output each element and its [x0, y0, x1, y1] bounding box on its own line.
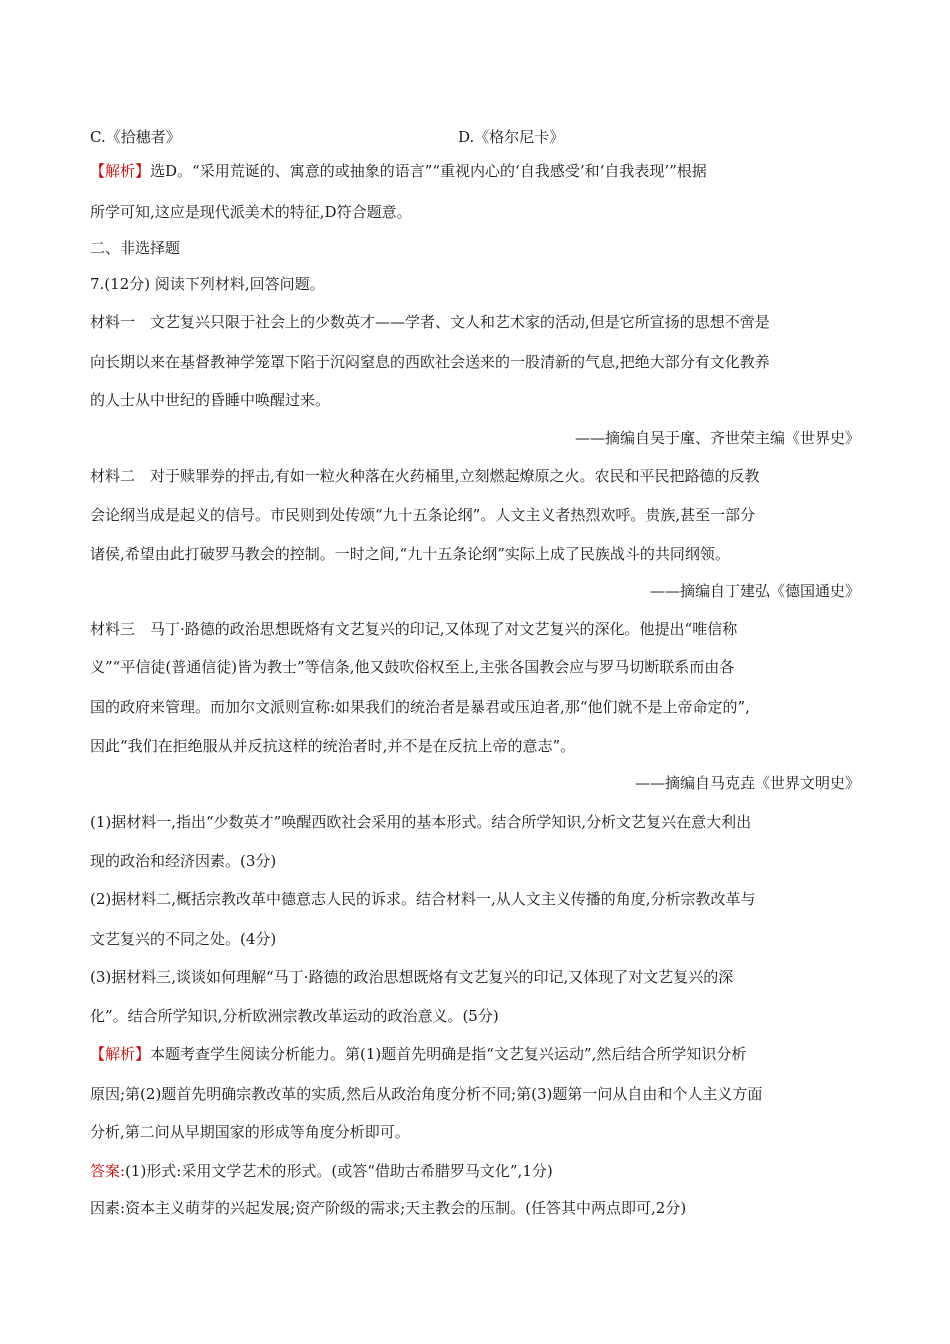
analysis-2-line-3: 分析,第二问从早期国家的形成等角度分析即可。 — [90, 1123, 410, 1141]
analysis-2-line-1: 【解析】本题考查学生阅读分析能力。第(1)题首先明确是指“文艺复兴运动”,然后结合所学知识分析 — [90, 1045, 747, 1063]
option-c: C.《拾穗者》 — [90, 128, 181, 146]
material-1-line-2: 向长期以来在基督教神学笼罩下陷于沉闷窒息的西欧社会送来的一股清新的气息,把绝大部分有文化教养 — [90, 353, 770, 371]
analysis-1-line-1: 【解析】选D。“采用荒诞的、寓意的或抽象的语言”“重视内心的‘自我感受’和‘自我表现’”根据 — [90, 162, 707, 180]
question-2-line-1: (2)据材料二,概括宗教改革中德意志人民的诉求。结合材料一,从人文主义传播的角度,分析宗教改革与 — [90, 890, 756, 908]
analysis-tag: 【解析】 — [90, 162, 151, 180]
analysis-1-line-2: 所学可知,这应是现代派美术的特征,D符合题意。 — [90, 203, 412, 221]
material-3-source: ——摘编自马克垚《世界文明史》 — [634, 774, 860, 792]
material-3-line-4: 因此“我们在拒绝服从并反抗这样的统治者时,并不是在反抗上帝的意志”。 — [90, 737, 576, 755]
answer-line-1: 答案:(1)形式:采用文学艺术的形式。(或答“借助古希腊罗马文化”,1分) — [90, 1162, 553, 1180]
question-1-line-2: 现的政治和经济因素。(3分) — [90, 852, 277, 870]
material-3-line-2: 义”“平信徒(普通信徒)皆为教士”等信条,他又鼓吹俗权至上,主张各国教会应与罗马切断联系而由各 — [90, 658, 735, 676]
question-intro: 7.(12分) 阅读下列材料,回答问题。 — [90, 275, 325, 293]
material-1-line-3: 的人士从中世纪的昏睡中唤醒过来。 — [90, 391, 331, 409]
material-1-line-1: 材料一 文艺复兴只限于社会上的少数英才——学者、文人和艺术家的活动,但是它所宣扬的思想不啻是 — [90, 313, 770, 331]
option-d: D.《格尔尼卡》 — [458, 128, 565, 146]
material-1-source: ——摘编自吴于廑、齐世荣主编《世界史》 — [574, 429, 860, 447]
material-3-line-1: 材料三 马丁·路德的政治思想既烙有文艺复兴的印记,又体现了对文艺复兴的深化。他提出“唯信称 — [90, 620, 738, 638]
material-2-line-3: 诸侯,希望由此打破罗马教会的控制。一时之间,“九十五条论纲”实际上成了民族战斗的共同纲领。 — [90, 545, 730, 563]
section-heading: 二、非选择题 — [90, 239, 181, 257]
analysis-2-line-2: 原因;第(2)题首先明确宗教改革的实质,然后从政治角度分析不同;第(3)题第一问从自由和个人主义方面 — [90, 1085, 763, 1103]
answer-line-2: 因素:资本主义萌芽的兴起发展;资产阶级的需求;天主教会的压制。(任答其中两点即可,2分) — [90, 1199, 687, 1217]
material-2-line-1: 材料二 对于赎罪券的抨击,有如一粒火种落在火药桶里,立刻燃起燎原之火。农民和平民把路德的反教 — [90, 467, 760, 485]
material-2-source: ——摘编自丁建弘《德国通史》 — [649, 582, 860, 600]
question-3-line-2: 化”。结合所学知识,分析欧洲宗教改革运动的政治意义。(5分) — [90, 1007, 499, 1025]
material-3-line-3: 国的政府来管理。而加尔文派则宣称:如果我们的统治者是暴君或压迫者,那“他们就不是上帝命定的”, — [90, 698, 750, 716]
question-3-line-1: (3)据材料三,谈谈如何理解“马丁·路德的政治思想既烙有文艺复兴的印记,又体现了对文艺复兴的深 — [90, 968, 734, 986]
question-2-line-2: 文艺复兴的不同之处。(4分) — [90, 930, 277, 948]
answer-tag: 答案: — [90, 1162, 126, 1180]
question-1-line-1: (1)据材料一,指出“少数英才”唤醒西欧社会采用的基本形式。结合所学知识,分析文艺复兴在意大利出 — [90, 813, 752, 831]
material-2-line-2: 会论纲当成是起义的信号。市民则到处传颂“九十五条论纲”。人文主义者热烈欢呼。贵族,甚至一部分 — [90, 506, 756, 524]
analysis-tag: 【解析】 — [90, 1045, 151, 1063]
